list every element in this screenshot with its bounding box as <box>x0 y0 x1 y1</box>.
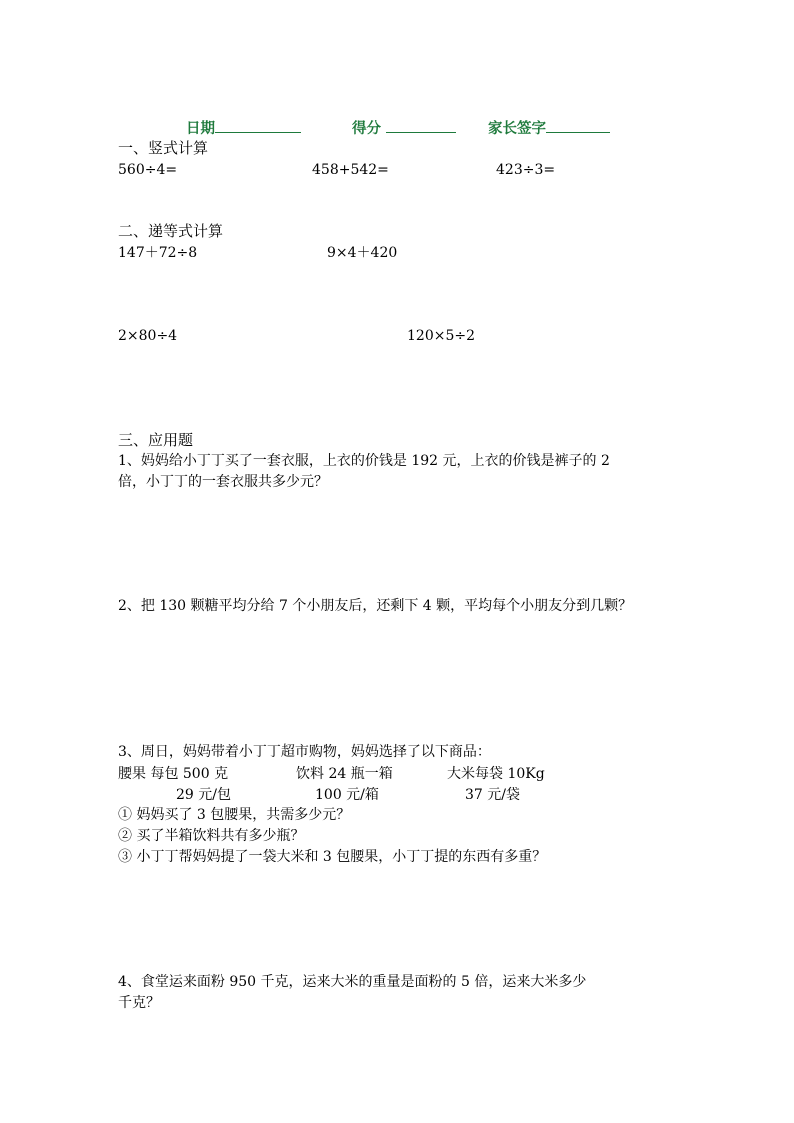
problem-2-1: 147＋72÷8 <box>118 245 198 261</box>
section2-title: 二、递等式计算 <box>118 222 224 240</box>
goods-drink: 饮料 24 瓶一箱 <box>296 766 393 782</box>
score-blank[interactable] <box>386 118 456 133</box>
sub-question-3: ③ 小丁丁帮妈妈提了一袋大米和 3 包腰果，小丁丁提的东西有多重？ <box>118 849 547 865</box>
parent-sign-label: 家长签字 <box>488 121 546 137</box>
parent-sign-field <box>488 118 610 138</box>
question-4-line1: 4、食堂运来面粉 950 千克，运来大米的重量是面粉的 5 倍，运来大米多少 <box>118 974 587 990</box>
price-cashew: 29 元/包 <box>176 787 231 803</box>
problem-1-3: 423÷3= <box>496 162 556 178</box>
question-4-line2: 千克？ <box>118 995 160 1011</box>
section1-title: 一、竖式计算 <box>118 139 209 157</box>
price-rice: 37 元/袋 <box>465 787 520 803</box>
date-label: 日期 <box>186 121 215 137</box>
score-field <box>352 118 456 138</box>
goods-cashew: 腰果 每包 500 克 <box>118 766 229 782</box>
question-1-line2: 倍，小丁丁的一套衣服共多少元？ <box>118 474 328 490</box>
date-blank[interactable] <box>215 118 301 133</box>
goods-rice: 大米每袋 10Kg <box>447 766 545 782</box>
problem-2-3: 2×80÷4 <box>118 328 178 344</box>
question-3-intro: 3、周日，妈妈带着小丁丁超市购物，妈妈选择了以下商品： <box>118 744 491 760</box>
problem-2-2: 9×4＋420 <box>327 245 398 261</box>
section3-title: 三、应用题 <box>118 431 194 449</box>
question-1-line1: 1、妈妈给小丁丁买了一套衣服，上衣的价钱是 192 元，上衣的价钱是裤子的 2 <box>118 453 610 469</box>
problem-1-2: 458+542= <box>312 162 389 178</box>
score-label: 得分 <box>352 121 381 137</box>
problem-1-1: 560÷4= <box>118 162 178 178</box>
sub-question-1: ① 妈妈买了 3 包腰果，共需多少元？ <box>118 807 351 823</box>
problem-2-4: 120×5÷2 <box>407 328 475 344</box>
question-2: 2、把 130 颗糖平均分给 7 个小朋友后，还剩下 4 颗，平均每个小朋友分到几颗？ <box>118 598 633 614</box>
date-field <box>186 118 301 138</box>
parent-sign-blank[interactable] <box>546 118 610 133</box>
price-drink: 100 元/箱 <box>315 787 379 803</box>
sub-question-2: ② 买了半箱饮料共有多少瓶？ <box>118 828 305 844</box>
